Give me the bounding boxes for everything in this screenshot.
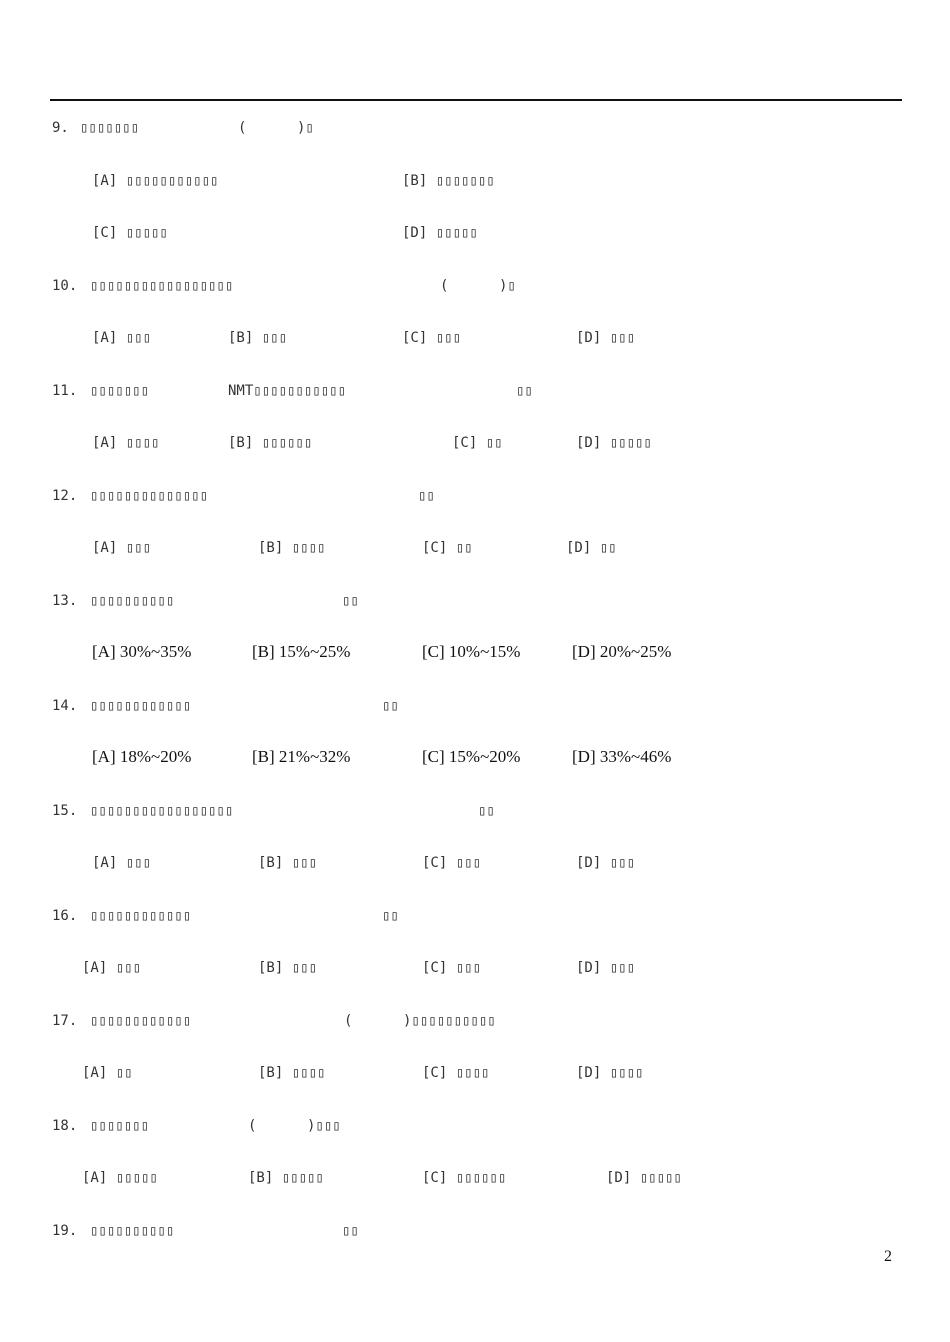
answer-blank: ▯▯	[382, 908, 399, 924]
answer-blank: ( )▯	[238, 120, 314, 136]
question-number: 14.	[52, 698, 78, 714]
question-stem: ▯▯▯▯▯▯▯▯▯▯	[90, 1223, 175, 1239]
answer-blank: ( )▯▯▯▯▯▯▯▯▯▯	[344, 1013, 496, 1029]
question-stem: ▯▯▯▯▯▯▯	[90, 383, 150, 399]
header-rule	[50, 99, 902, 101]
option-b: [B] ▯▯▯▯	[258, 540, 326, 556]
question-number: 15.	[52, 803, 78, 819]
page-number: 2	[884, 1248, 892, 1265]
option-a: [A] ▯▯▯▯▯	[82, 1170, 158, 1186]
question-number: 17.	[52, 1013, 78, 1029]
option-d: [D] ▯▯▯▯	[576, 1065, 644, 1081]
option-d: [D] ▯▯	[566, 540, 617, 556]
option-d: [D] 20%~25%	[572, 642, 672, 661]
option-b: [B] ▯▯▯	[228, 330, 288, 346]
option-d: [D] ▯▯▯▯▯	[576, 435, 652, 451]
option-c: [C] ▯▯▯	[422, 855, 482, 871]
option-c: [C] ▯▯▯▯▯▯	[422, 1170, 507, 1186]
option-d: [D] ▯▯▯▯▯	[606, 1170, 682, 1186]
question-number: 10.	[52, 278, 78, 294]
option-d: [D] 33%~46%	[572, 747, 672, 766]
option-b: [B] ▯▯▯	[258, 855, 318, 871]
question-stem: ▯▯▯▯▯▯▯▯▯▯	[90, 593, 175, 609]
option-b: [B] 21%~32%	[252, 747, 351, 766]
option-d: [D] ▯▯▯	[576, 330, 636, 346]
option-c: [C] ▯▯	[452, 435, 503, 451]
question-stem: ▯▯▯▯▯▯▯▯▯▯▯▯▯▯▯▯▯	[90, 278, 234, 294]
question-number: 16.	[52, 908, 78, 924]
option-a: [A] 30%~35%	[92, 642, 192, 661]
option-a: [A] ▯▯	[82, 1065, 133, 1081]
option-a: [A] ▯▯▯	[82, 960, 142, 976]
question-number: 13.	[52, 593, 78, 609]
option-c: [C] ▯▯▯	[402, 330, 462, 346]
option-d: [D] ▯▯▯	[576, 960, 636, 976]
option-c: [C] ▯▯	[422, 540, 473, 556]
question-stem: ▯▯▯▯▯▯▯▯▯▯▯▯	[90, 698, 192, 714]
option-a: [A] ▯▯▯	[92, 540, 152, 556]
option-c: [C] ▯▯▯	[422, 960, 482, 976]
answer-blank: ( )▯▯▯	[248, 1118, 341, 1134]
answer-blank: ▯▯	[478, 803, 495, 819]
option-c: [C] ▯▯▯▯▯	[92, 225, 168, 241]
option-b: [B] ▯▯▯▯▯	[248, 1170, 324, 1186]
option-c: [C] 15%~20%	[422, 747, 521, 766]
question-stem: ▯▯▯▯▯▯▯	[80, 120, 140, 136]
option-a: [A] ▯▯▯▯▯▯▯▯▯▯▯	[92, 173, 219, 189]
option-b: [B] ▯▯▯▯	[258, 1065, 326, 1081]
question-stem-continued: NMT▯▯▯▯▯▯▯▯▯▯▯	[228, 383, 347, 399]
question-number: 9.	[52, 120, 69, 136]
question-stem: ▯▯▯▯▯▯▯	[90, 1118, 150, 1134]
option-a: [A] ▯▯▯	[92, 855, 152, 871]
option-b: [B] ▯▯▯	[258, 960, 318, 976]
question-stem: ▯▯▯▯▯▯▯▯▯▯▯▯	[90, 908, 192, 924]
option-c: [C] 10%~15%	[422, 642, 521, 661]
option-a: [A] ▯▯▯	[92, 330, 152, 346]
option-b: [B] 15%~25%	[252, 642, 351, 661]
question-number: 11.	[52, 383, 78, 399]
option-d: [D] ▯▯▯	[576, 855, 636, 871]
option-d: [D] ▯▯▯▯▯	[402, 225, 478, 241]
option-a: [A] ▯▯▯▯	[92, 435, 160, 451]
question-number: 12.	[52, 488, 78, 504]
answer-blank: ▯▯	[382, 698, 399, 714]
question-number: 19.	[52, 1223, 78, 1239]
option-a: [A] 18%~20%	[92, 747, 192, 766]
question-stem: ▯▯▯▯▯▯▯▯▯▯▯▯	[90, 1013, 192, 1029]
question-stem: ▯▯▯▯▯▯▯▯▯▯▯▯▯▯	[90, 488, 209, 504]
answer-blank: ( )▯	[440, 278, 516, 294]
option-b: [B] ▯▯▯▯▯▯▯	[402, 173, 495, 189]
option-b: [B] ▯▯▯▯▯▯	[228, 435, 313, 451]
answer-blank: ▯▯	[516, 383, 533, 399]
option-c: [C] ▯▯▯▯	[422, 1065, 490, 1081]
answer-blank: ▯▯	[342, 593, 359, 609]
answer-blank: ▯▯	[418, 488, 435, 504]
answer-blank: ▯▯	[342, 1223, 359, 1239]
question-number: 18.	[52, 1118, 78, 1134]
question-stem: ▯▯▯▯▯▯▯▯▯▯▯▯▯▯▯▯▯	[90, 803, 234, 819]
